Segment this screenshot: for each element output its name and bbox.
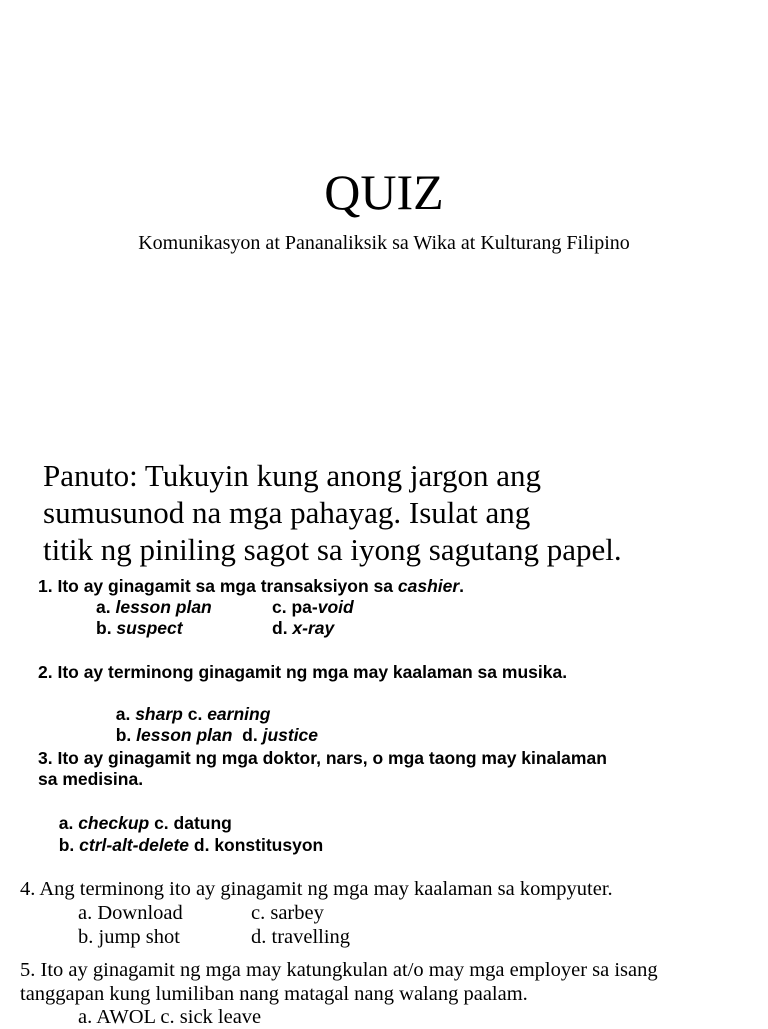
quiz-subtitle: Komunikasyon at Pananaliksik sa Wika at Kulturang Filipino bbox=[138, 232, 630, 254]
question-4-option-c[interactable]: c. sarbey bbox=[251, 902, 324, 924]
question-2-options-row-1[interactable]: a. sharp c. earning bbox=[115, 704, 271, 724]
question-1-option-a[interactable]: a. lesson plan bbox=[96, 597, 212, 617]
question-3-stem-line-1: 3. Ito ay ginagamit ng mga doktor, nars, o mga taong may kinalaman bbox=[38, 748, 607, 768]
quiz-title: QUIZ bbox=[324, 164, 444, 220]
question-3-options-row-2[interactable]: b. ctrl-alt-delete d. konstitusyon bbox=[58, 835, 324, 855]
question-4-option-a[interactable]: a. Download bbox=[78, 902, 183, 924]
instructions-line-2: sumusunod na mga pahayag. Isulat ang bbox=[43, 495, 531, 530]
instructions-line-1: Panuto: Tukuyin kung anong jargon ang bbox=[43, 458, 542, 493]
question-4-option-b[interactable]: b. jump shot bbox=[78, 926, 180, 948]
question-5-stem-line-1: 5. Ito ay ginagamit ng mga may katungkulan at/o may mga employer sa isang bbox=[20, 959, 658, 981]
question-4-stem: 4. Ang terminong ito ay ginagamit ng mga may kaalaman sa kompyuter. bbox=[20, 878, 613, 900]
question-1-option-b[interactable]: b. suspect bbox=[96, 618, 183, 638]
question-5-stem-line-2: tanggapan kung lumiliban nang matagal nang walang paalam. bbox=[20, 983, 528, 1005]
question-3-options-row-1[interactable]: a. checkup c. datung bbox=[58, 813, 232, 833]
question-1-stem: 1. Ito ay ginagamit sa mga transaksiyon sa cashier. bbox=[38, 576, 465, 596]
instructions-line-3: titik ng piniling sagot sa iyong sagutang papel. bbox=[43, 532, 622, 567]
question-2-options-row-2[interactable]: b. lesson plan d. justice bbox=[115, 725, 319, 745]
question-5-options-row-1[interactable]: a. AWOL c. sick leave bbox=[78, 1006, 262, 1028]
question-2-stem: 2. Ito ay terminong ginagamit ng mga may kaalaman sa musika. bbox=[38, 662, 568, 682]
question-1-option-d[interactable]: d. x-ray bbox=[272, 618, 335, 638]
question-4-option-d[interactable]: d. travelling bbox=[251, 926, 351, 948]
question-3-stem-line-2: sa medisina. bbox=[38, 769, 144, 789]
question-1-option-c[interactable]: c. pa-void bbox=[272, 597, 354, 617]
